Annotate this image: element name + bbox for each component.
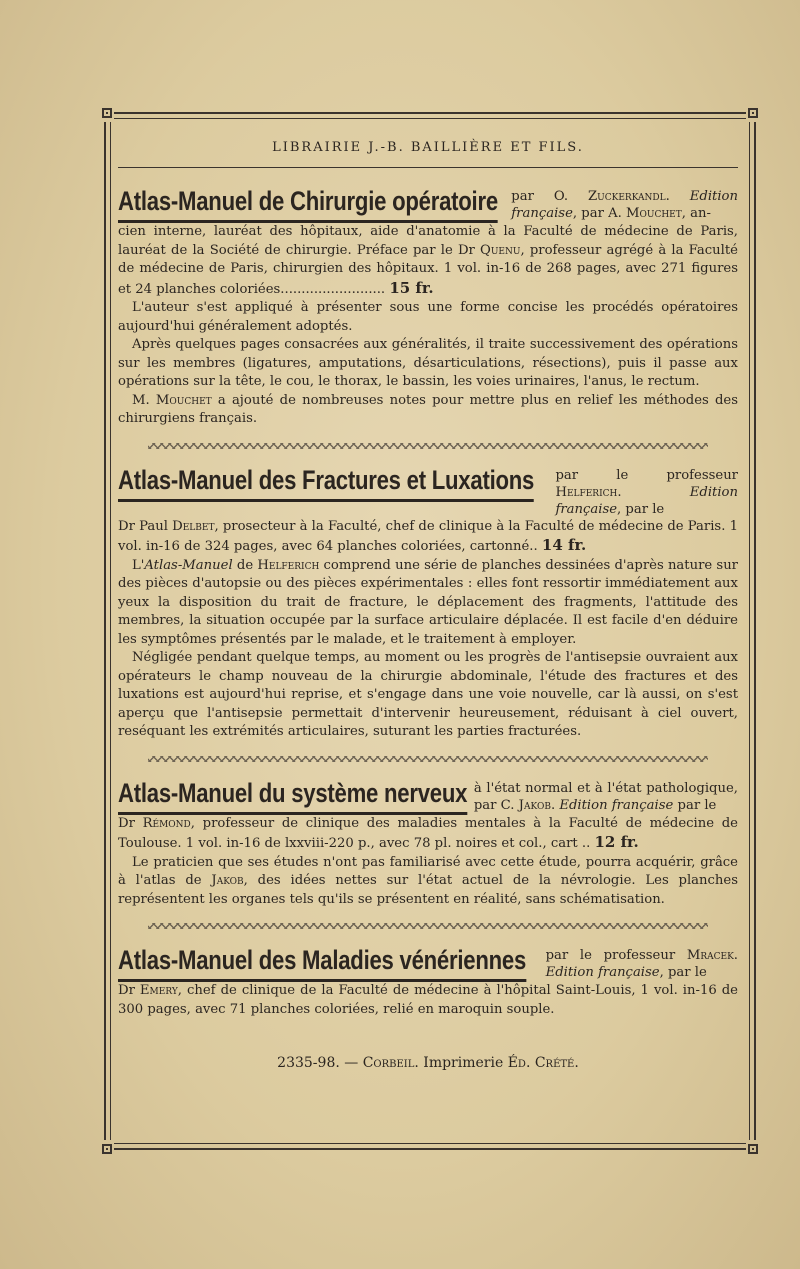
- edition-label: Edition française: [545, 965, 660, 980]
- entry-description: Dr Emery, chef de clinique de la Faculté de médecine à l'hôpital Saint-Louis, 1 vol. in-16 de 300 pages, avec 71 planches coloriées, relié en maroquin souple.: [118, 983, 738, 1017]
- entry-title: Atlas-Manuel des Maladies vénériennes: [118, 945, 526, 982]
- byline-text: .: [550, 797, 560, 813]
- byline-text: par le professeur: [555, 467, 738, 483]
- entry-paragraph: Après quelques pages consacrées aux généralités, il traite successivement des opérations sur les membres (ligatures, amputations, désarticulations, résections), puis il passe aux opérations sur la tête, le cou, le thorax, le bassin, les voies urinaires, l'anus, le rectum.: [118, 337, 738, 389]
- publisher-header: LIBRAIRIE J.-B. BAILLIÈRE ET FILS.: [118, 140, 738, 168]
- edition-label: Edition française: [511, 189, 738, 221]
- byline-text: , par A.: [572, 206, 626, 221]
- edition-label: Edition française: [559, 797, 674, 813]
- price: 14 fr.: [541, 536, 587, 554]
- price: 12 fr.: [594, 833, 639, 851]
- author-name: Mracek: [686, 948, 734, 963]
- entry-paragraph: Le praticien que ses études n'ont pas familiarisé avec cette étude, pourra acquérir, grâce à l'atlas de Jakob, des idées nettes sur l'état actuel de la névrologie. Les planches représentent les organes tels qu'ils se présentent en réalité, sans schématisation.: [118, 854, 738, 907]
- ornamental-divider: [148, 441, 708, 451]
- entry-description: cien interne, lauréat des hôpitaux, aide d'anatomie à la Faculté de médecine de Paris, lauréat de la Société de chirurgie. Préface par le Dr Quenu, professeur agrégé à la Faculté de médecine de Paris, chirurgien des hôpitaux. 1 vol. in-16 de 268 pages, avec 271 figures et 24 planches coloriées......................... 15 fr.: [118, 224, 738, 297]
- entry-description: Dr Paul Delbet, prosecteur à la Faculté, chef de clinique à la Faculté de médecine de Paris. 1 vol. in-16 de 324 pages, avec 64 planches coloriées, cartonné.. 14 fr.: [118, 518, 738, 554]
- byline-text: .: [733, 948, 738, 963]
- byline-text: , an-: [681, 206, 711, 221]
- ornamental-divider: [148, 754, 708, 764]
- byline-text: , par le: [617, 501, 665, 517]
- entry-fractures-luxations: [118, 465, 738, 742]
- entry-description: Dr Rémond, professeur de clinique des maladies mentales à la Faculté de médecine de Toulouse. 1 vol. in-16 de lxxviii-220 p., avec 78 pl. noires et col., cart .. 12 fr.: [118, 815, 738, 851]
- author-name: Zuckerkandl: [587, 189, 666, 204]
- byline-text: .: [617, 484, 690, 500]
- entry-paragraph: L'auteur s'est appliqué à présenter sous une forme concise les procédés opératoires aujourd'hui généralement adoptés.: [118, 300, 738, 334]
- printer-footer: 2335-98. — Corbeil. Imprimerie Éd. Crété.: [277, 1055, 579, 1071]
- price: 15 fr.: [389, 278, 434, 297]
- byline-text: à l'état normal et à l'état pathologique, par C.: [473, 780, 738, 813]
- entry-chirurgie-operatoire: [118, 186, 738, 429]
- ornamental-divider: [148, 921, 708, 931]
- edition-label: Edition française: [555, 484, 738, 517]
- entry-paragraph: Négligée pendant quelque temps, au moment ou les progrès de l'antisepsie ouvraient aux opérateurs le champ nouveau de la chirurgie abdominale, l'étude des fractures et des luxations est aujourd'hui reprise, et s'engage dans une voie nouvelle, car là aussi, on s'est aperçu que l'antisepsie permettait d'intervenir heureusement, réduisant à ciel ouvert, reséquant les extrémités articulaires, suturant les parties fracturées.: [118, 650, 738, 739]
- page-content: [118, 140, 738, 1071]
- entry-maladies-veneriennes: [118, 945, 738, 1019]
- byline-text: .: [665, 189, 690, 204]
- entry-paragraph: L'Atlas-Manuel de Helferich comprend une série de planches dessinées d'après nature sur des pièces d'autopsie ou des pièces expérimentales : elles font ressortir immédiatement aux yeux la disposition du trait de fracture, le déplacement des fragments, l'attitude des membres, la situation occupée par la surface articulaire déplacée. Il est facile d'en déduire les symptômes présentés par le malade, et le traitement à employer.: [118, 557, 738, 647]
- byline-text: par O.: [511, 189, 588, 204]
- entry-systeme-nerveux: [118, 778, 738, 910]
- byline-text: par le professeur: [545, 948, 687, 963]
- byline-text: , par le: [659, 965, 707, 980]
- entry-title: Atlas-Manuel du système nerveux: [118, 778, 467, 815]
- author-name: Jakob: [518, 797, 551, 813]
- entry-paragraph: M. Mouchet a ajouté de nombreuses notes pour mettre plus en relief les méthodes des chirurgiens français.: [118, 392, 739, 426]
- entry-title: Atlas-Manuel de Chirurgie opératoire: [118, 186, 498, 223]
- author-name: Helferich: [555, 484, 618, 500]
- byline-text: par le: [673, 797, 717, 813]
- translator-name: Mouchet: [625, 206, 682, 221]
- entry-title: Atlas-Manuel des Fractures et Luxations: [118, 465, 534, 502]
